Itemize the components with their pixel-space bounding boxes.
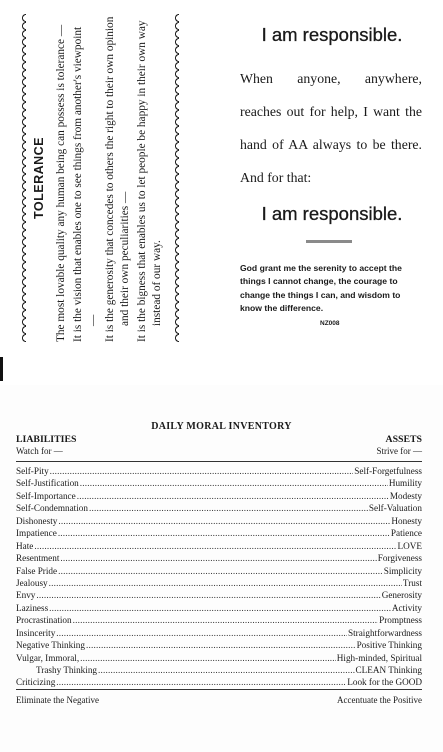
asset-label: CLEAN Thinking	[355, 665, 422, 675]
liability-label: Insincerity	[16, 627, 56, 638]
inventory-row	[16, 477, 422, 489]
asset-label: Forgiveness	[377, 553, 422, 564]
divider-rule	[306, 240, 352, 243]
responsibility-statement: When anyone, anywhere, reaches out for help, I want the hand of AA always to be there. And for that:	[240, 71, 422, 185]
liability-label: Trashy Thinking	[36, 665, 98, 675]
inventory-row	[16, 602, 422, 614]
tolerance-card	[0, 0, 443, 356]
asset-label: Self-Forgetfulness	[354, 466, 422, 476]
liability-label: Self-Justification	[16, 478, 79, 489]
tolerance-line-2: It is the vision that enables one to see things from another's viewpoint —	[72, 26, 99, 342]
inventory-row	[16, 502, 422, 514]
edge-mark	[0, 357, 3, 381]
asset-label: Trust	[402, 577, 422, 588]
inventory-row	[16, 676, 422, 688]
leader-dots	[60, 552, 376, 564]
inventory-row	[16, 589, 422, 601]
liability-label: Impatience	[16, 528, 57, 539]
liability-label: Self-Pity	[16, 466, 49, 476]
liability-label: False Pride	[16, 565, 58, 576]
asset-label: Positive Thinking	[356, 640, 422, 651]
leader-dots	[56, 627, 347, 639]
leader-dots	[80, 477, 388, 489]
asset-label: Modesty	[389, 490, 422, 501]
assets-header: ASSETS	[385, 434, 422, 445]
product-code: NZ008	[320, 320, 340, 327]
inventory-row	[16, 614, 422, 626]
liability-label: Dishonesty	[16, 515, 58, 526]
footer-right: Accentuate the Positive	[337, 695, 422, 705]
inventory-row	[16, 639, 422, 651]
inventory-row	[16, 465, 422, 477]
inventory-row	[16, 664, 422, 676]
leader-dots	[50, 465, 354, 477]
wavy-border-bottom	[171, 14, 179, 342]
liabilities-subheader: Watch for —	[16, 446, 63, 456]
asset-label: Honesty	[391, 515, 422, 526]
inventory-row	[16, 540, 422, 552]
inventory-row	[16, 527, 422, 539]
asset-label: Straightforwardness	[348, 627, 422, 638]
inventory-row	[16, 552, 422, 564]
liabilities-header: LIABILITIES	[16, 434, 77, 445]
inventory-row	[16, 490, 422, 502]
wavy-border-top	[18, 14, 26, 342]
header-rule	[16, 461, 422, 462]
tolerance-line-1: The most lovable quality any human being can possess is tolerance —	[55, 24, 67, 342]
inventory-title: DAILY MORAL INVENTORY	[151, 421, 292, 432]
inventory-list	[16, 465, 422, 689]
tolerance-panel	[12, 10, 212, 346]
liability-label: Self-Condemnation	[16, 503, 88, 514]
tolerance-rotated-text	[12, 10, 212, 346]
liability-label: Criticizing	[16, 677, 56, 688]
asset-label: Self-Valuation	[368, 503, 422, 514]
responsible-heading-bottom: I am responsible.	[261, 203, 403, 224]
asset-label: Simplicity	[383, 565, 422, 576]
leader-dots	[58, 515, 390, 527]
liability-label: Self-Importance	[16, 490, 76, 501]
leader-dots	[49, 577, 402, 589]
serenity-prayer: God grant me the serenity to accept the things I cannot change, the courage to change the things I can, and wisdom to know the difference.	[240, 263, 402, 313]
liability-label: Jealousy	[16, 577, 48, 588]
tolerance-line-3: It is the generosity that concedes to others the right to their own opinion and their own peculiarities —	[104, 16, 131, 342]
liability-label: Laziness	[16, 602, 49, 613]
leader-dots	[98, 664, 355, 676]
inventory-row	[16, 515, 422, 527]
leader-dots	[58, 527, 390, 539]
inventory-row	[16, 652, 422, 664]
card-gap	[0, 355, 443, 385]
leader-dots	[36, 589, 380, 601]
leader-dots	[77, 490, 389, 502]
leader-dots	[49, 602, 391, 614]
liability-label: Resentment	[16, 553, 60, 564]
liability-label: Vulgar, Immoral,	[16, 652, 80, 663]
inventory-row	[16, 627, 422, 639]
leader-dots	[56, 676, 346, 688]
liability-label: Envy	[16, 590, 36, 601]
leader-dots	[73, 614, 378, 626]
inventory-row	[16, 577, 422, 589]
liability-label: Hate	[16, 540, 34, 551]
tolerance-title: TOLERANCE	[32, 136, 46, 220]
footer-left: Eliminate the Negative	[16, 695, 99, 705]
asset-label: LOVE	[397, 540, 422, 551]
tolerance-line-4: It is the bigness that enables us to let people be happy in their own way instead of our way.	[136, 20, 163, 342]
asset-label: High-minded, Spiritual	[336, 652, 422, 663]
responsible-heading-top: I am responsible.	[261, 24, 403, 45]
asset-label: Look for the GOOD	[347, 677, 422, 688]
leader-dots	[58, 565, 383, 577]
asset-label: Generosity	[381, 590, 422, 601]
asset-label: Activity	[391, 602, 422, 613]
leader-dots	[86, 639, 356, 651]
footer-rule	[16, 689, 422, 690]
leader-dots	[80, 652, 336, 664]
liability-label: Negative Thinking	[16, 640, 85, 651]
asset-label: Patience	[390, 528, 422, 539]
asset-label: Humility	[388, 478, 422, 489]
leader-dots	[34, 540, 396, 552]
leader-dots	[89, 502, 368, 514]
liability-label: Procrastination	[16, 615, 72, 626]
assets-subheader: Strive for —	[376, 446, 422, 456]
asset-label: Promptness	[379, 615, 422, 626]
inventory-row	[16, 565, 422, 577]
